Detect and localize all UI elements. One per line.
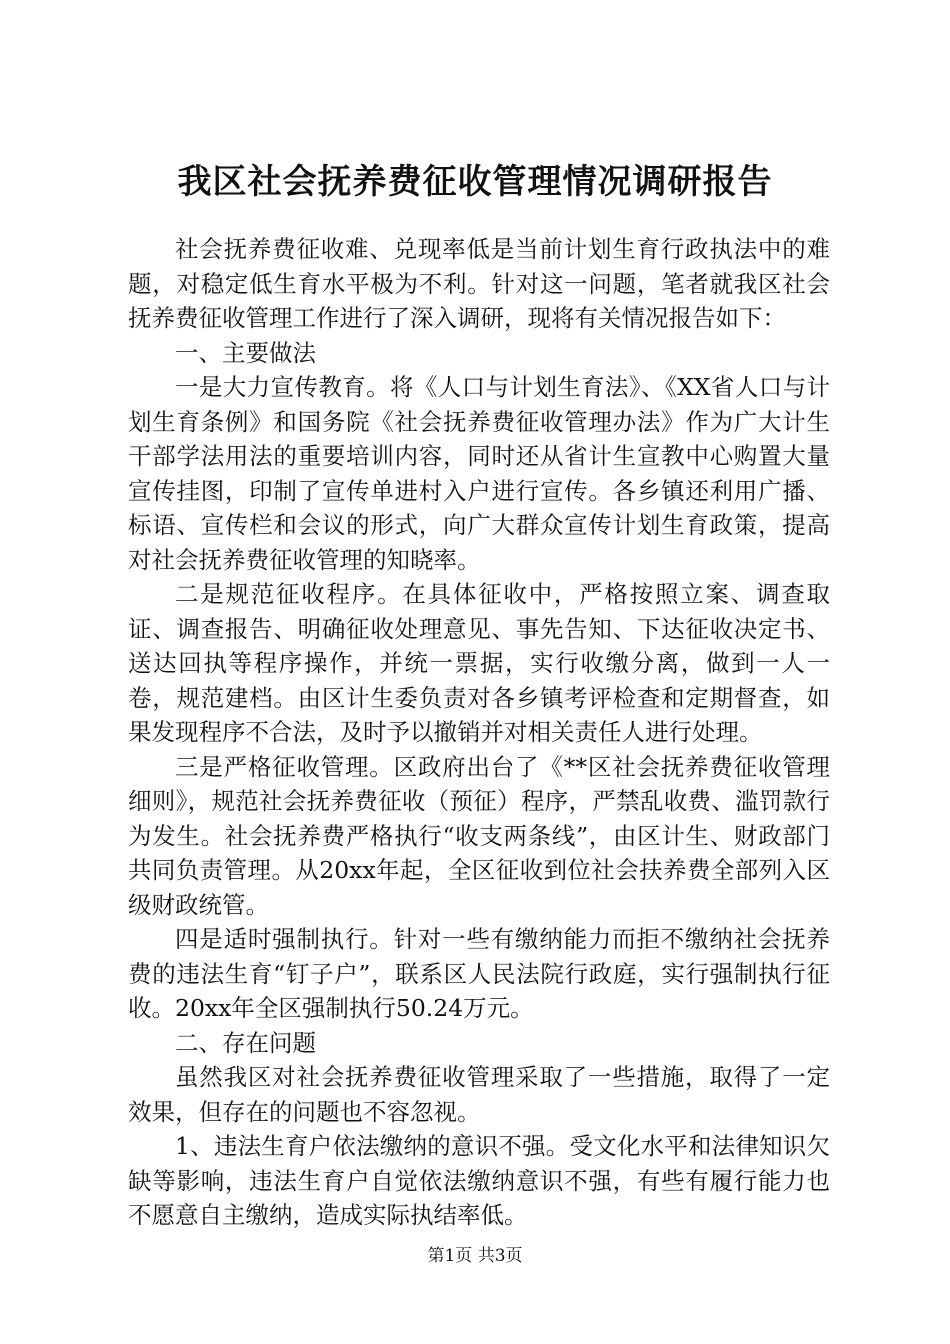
paragraph-problem-1: 1、违法生育户依法缴纳的意识不强。受文化水平和法律知识欠缺等影响，违法生育户自觉依法缴纳意识不强，有些有履行能力也不愿意自主缴纳，造成实际执结率低。 bbox=[128, 1132, 830, 1229]
paragraph-enforcement: 四是适时强制执行。针对一些有缴纳能力而拒不缴纳社会抚养费的违法生育“钉子户”，联系区人民法院行政庭，实行强制执行征收。20xx年全区强制执行50.24万元。 bbox=[128, 925, 830, 1022]
paragraph-problems-intro: 虽然我区对社会抚养费征收管理采取了一些措施，取得了一定效果，但存在的问题也不容忽视。 bbox=[128, 1063, 830, 1126]
paragraph-procedure: 二是规范征收程序。在具体征收中，严格按照立案、调查取证、调查报告、明确征收处理意见、事先告知、下达征收决定书、送达回执等程序操作，并统一票据，实行收缴分离，做到一人一卷，规范建档。由区计生委负责对各乡镇考评检查和定期督查，如果发现程序不合法，及时予以撤销并对相关责任人进行处理。 bbox=[128, 580, 830, 746]
paragraph-management: 三是严格征收管理。区政府出台了《**区社会抚养费征收管理细则》，规范社会抚养费征收（预征）程序，严禁乱收费、滥罚款行为发生。社会抚养费严格执行“收支两条线”，由区计生、财政部门共同负责管理。从20xx年起，全区征收到位社会扶养费全部列入区级财政统管。 bbox=[128, 752, 830, 919]
section-heading-main-practices: 一、主要做法 bbox=[175, 338, 316, 367]
section-heading-problems: 二、存在问题 bbox=[175, 1028, 316, 1057]
page-footer: 第1页 共3页 bbox=[427, 1246, 523, 1266]
paragraph-publicity: 一是大力宣传教育。将《人口与计划生育法》、《XX省人口与计划生育条例》和国务院《社会抚养费征收管理办法》作为广大计生干部学法用法的重要培训内容，同时还从省计生宣教中心购置大量宣传挂图，印制了宣传单进村入户进行宣传。各乡镇还利用广播、标语、宣传栏和会议的形式，向广大群众宣传计划生育政策，提高对社会抚养费征收管理的知晓率。 bbox=[128, 373, 830, 574]
document-title: 我区社会抚养费征收管理情况调研报告 bbox=[177, 162, 773, 202]
paragraph-intro: 社会抚养费征收难、兑现率低是当前计划生育行政执法中的难题，对稳定低生育水平极为不利。针对这一问题，笔者就我区社会抚养费征收管理工作进行了深入调研，现将有关情况报告如下： bbox=[128, 235, 830, 332]
document-body bbox=[128, 232, 830, 1233]
